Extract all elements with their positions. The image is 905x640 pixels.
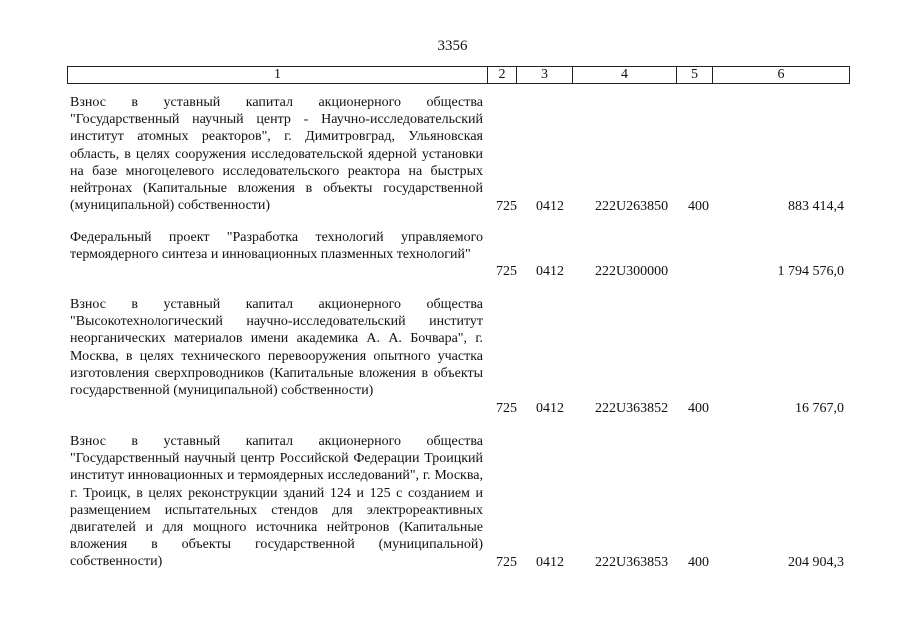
header-col-1: 1	[68, 67, 488, 83]
header-col-5: 5	[677, 67, 713, 83]
page-number: 3356	[437, 38, 468, 54]
row-col-2: 725	[496, 264, 517, 279]
row-col-5: 400	[688, 199, 709, 214]
row-description: Взнос в уставный капитал акционерного общества "Государственный научный центр - Научно-исследовательский институт атомных реакторов", г. Димитровград, Ульяновская область, в целях сооружения исследовательской ядерной установки на базе многоцелевого исследовательского реактора на быстрых нейтронах (Капитальные вложения в объекты государственной (муниципальной) собственности)	[70, 95, 483, 214]
row-col-5: 400	[688, 401, 709, 416]
row-col-3: 0412	[536, 199, 564, 214]
header-col-2: 2	[488, 67, 517, 83]
row-col-4: 222U363852	[595, 401, 669, 416]
row-description: Взнос в уставный капитал акционерного общества "Государственный научный центр Российской Федерации Троицкий институт инновационных и термоядерных исследований", г. Москва, г. Троицк, в целях реконструкции зданий 124 и 125 с созданием и размещением испытательных стендов для электрореактивных двигателей и для мощного источника нейтронов (Капитальные вложения в объекты государственной (муниципальной) собственности)	[70, 434, 483, 570]
row-description: Федеральный проект "Разработка технологий управляемого термоядерного синтеза и инновационных плазменных технологий"	[70, 230, 483, 263]
row-col-6: 16 767,0	[795, 401, 844, 416]
row-col-6: 204 904,3	[788, 555, 844, 570]
row-col-3: 0412	[536, 555, 564, 570]
row-col-6: 883 414,4	[788, 199, 844, 214]
row-col-5: 400	[688, 555, 709, 570]
row-col-4: 222U263850	[595, 199, 669, 214]
row-col-3: 0412	[536, 401, 564, 416]
header-col-4: 4	[573, 67, 677, 83]
row-col-6: 1 794 576,0	[777, 264, 844, 279]
row-col-2: 725	[496, 199, 517, 214]
row-col-4: 222U300000	[595, 264, 669, 279]
header-col-6: 6	[777, 67, 785, 82]
table-header	[67, 66, 850, 84]
header-col-3: 3	[517, 67, 573, 83]
row-col-3: 0412	[536, 264, 564, 279]
row-col-2: 725	[496, 555, 517, 570]
row-description: Взнос в уставный капитал акционерного общества "Высокотехнологический научно-исследовательский институт неорганических материалов имени академика А. А. Бочвара", г. Москва, в целях технического перевооружения опытного участка изготовления сверхпроводников (Капитальные вложения в объекты государственной (муниципальной) собственности)	[70, 297, 483, 399]
row-col-4: 222U363853	[595, 555, 669, 570]
row-col-2: 725	[496, 401, 517, 416]
